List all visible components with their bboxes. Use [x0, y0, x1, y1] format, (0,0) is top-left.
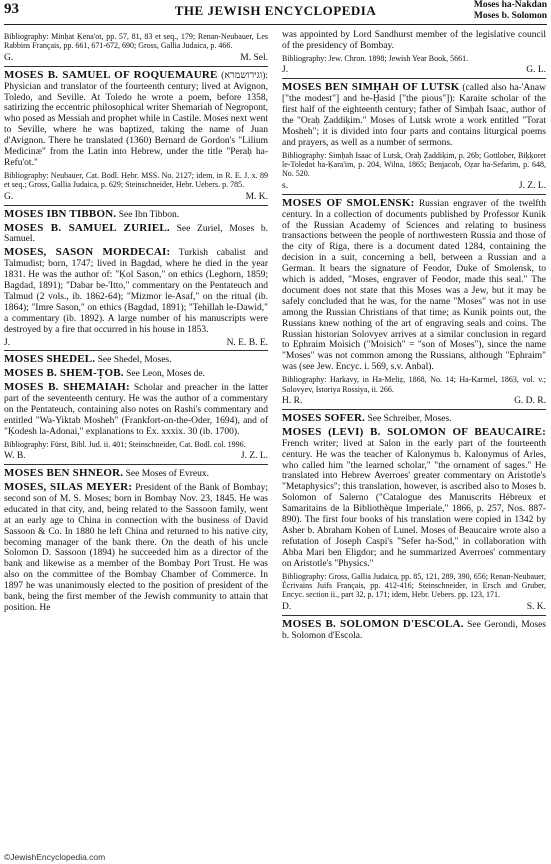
entry-text: (וגירושמרא): Physician and translator of the fourteenth century; lived at Avignon, Toledo, and Seville. At Toledo he wrote a poem, before 1358, satirizing the eccentric philosophical writer Shemariah of Negropont, who posed as Messiah and prophet while in Castile. Moses next went to Seville, where he was baptized, taking the name of Juan d'Avignon. There he translated (1360) Bernard de Gordon's "Lilium Medicinæ" from the Latin into Hebrew, under the title "Peraḥ ha-Refu'ot.": [4, 70, 269, 168]
entry-divider: [4, 350, 268, 351]
running-head-top: Moses ha-Nakdan: [473, 0, 547, 10]
entry-text: See Zuriel, Moses b. Samuel.: [4, 223, 268, 245]
entry-headword: MOSES B. SOLOMON D'ESCOLA.: [282, 617, 464, 630]
signature-initials: H. R.: [282, 396, 303, 406]
signature-initials: J.: [282, 65, 289, 76]
entry-divider: [282, 615, 546, 616]
entry-divider: [4, 205, 268, 206]
entry-headword: MOSES (LEVI) B. SOLOMON OF BEAUCAIRE:: [282, 425, 546, 438]
entry-headword: MOSES B. SHEM-ṬOB.: [4, 367, 124, 380]
signature-line: [282, 65, 546, 76]
encyclopedia-entry: [4, 209, 268, 221]
bibliography: Bibliography: Gross, Gallia Judaica, pp. 85, 121, 289, 390, 656; Renan-Neubauer, Écrivains Juifs Français, pp. 412-416; Steinschneider, in Ersch and Gruber, Encyc. section ii., part 32, p. 171; idem, Hebr. Uebers. pp. 123, 171.: [282, 571, 546, 600]
encyclopedia-entry: [282, 413, 546, 425]
signature-author: G. D. R.: [514, 396, 546, 406]
entry-text: See Moses of Evreux.: [125, 469, 209, 480]
signature-initials: s.: [282, 180, 289, 191]
signature-author: J. Z. L.: [240, 451, 268, 462]
entry-headword: MOSES SHEDEL.: [4, 353, 96, 366]
encyclopedia-entry: [282, 198, 546, 374]
encyclopedia-entry: [4, 468, 268, 480]
running-head-bottom: Moses b. Solomon: [473, 11, 547, 21]
entry-continuation: was appointed by Lord Sandhurst member of the legislative council of the presidency of Bombay.: [282, 30, 546, 51]
entry-headword: MOSES, SASON MORDECAI:: [4, 246, 171, 259]
page-number: 93: [4, 1, 19, 17]
right-column: [282, 30, 546, 644]
entry-divider: [282, 409, 546, 410]
bibliography: Bibliography: Fürst, Bibl. Jud. ii. 401; Steinschneider, Cat. Bodl. col. 1996.: [4, 439, 246, 449]
encyclopedia-entry: [282, 427, 546, 570]
encyclopedia-entry: [4, 368, 268, 380]
encyclopedia-entry: [4, 70, 268, 169]
bibliography: Bibliography: Harkavy, in Ha-Meliẓ, 1868, No. 14; Ha-Karmel, 1863, vol. v.; Solovyev, Istoriya Rossiya, ii. 266.: [282, 375, 546, 394]
encyclopedia-entry: [4, 247, 268, 335]
entry-text: Scholar and preacher in the latter part of the seventeenth century. He was the author of a commentary on the Pentateuch, containing also notes on Rashi's commentary and entitled "Wa-Yiktab Mosheh" (Frankfort-on-the-Oder, 1694), and of "Ḳodesh la-Adonai," explanations to Ex. xxxix. 30 (ib. 1700).: [4, 383, 268, 437]
running-head: [474, 0, 547, 22]
entry-text: Russian engraver of the twelfth century. In a collection of documents published by Professor Kunik of the Russian Academy of Sciences and relating to business transactions between the people of northwestern Russia and those of the city of Riga, there is a document dated 1284, containing the decision in a suit, concerning a bell, between a Russian and a German. It bears the signature of Feodor, Duke of Smolensk, to which is added, "Moses, engraver of Feodor, made this seal." The document does not state that this Moses was a Jew, but it may be safely concluded that he was, for the name "Moses" was not in use among the Russian Christians of that time; as Kunik points out, the Russians knew nothing of the art of engraving seals and coins. The Russian historian Solovyev arrives at a similar conclusion in regard to Ephraim Moisich ("Moisich" = "son of Moses"), since the name "Moses" was not common among the Russians, although "Ephraim" was (see Jew. Encyc. i. 569, s.v. Anbal).: [282, 198, 546, 373]
entry-divider: [282, 78, 546, 79]
bibliography: Bibliography: Neubauer, Cat. Bodl. Hebr. MSS. No. 2127; idem, in R. E. J. x. 89 et seq.; Gross, Gallia Judaica, p. 629; Steinschneider, Hebr. Uebers. p. 785.: [4, 170, 268, 190]
signature-initials: D.: [282, 601, 292, 612]
entry-text: See Gerondi, Moses b. Solomon d'Escola.: [282, 619, 547, 641]
entry-headword: MOSES BEN SIMḤAH OF LUTSK: [282, 81, 460, 94]
left-column: [4, 30, 268, 616]
entry-headword: MOSES OF SMOLENSK:: [282, 196, 415, 209]
signature-initials: G.: [4, 52, 14, 63]
signature-author: G. L.: [526, 65, 546, 76]
signature-author: J. Z. L.: [518, 180, 546, 191]
entry-text: See Leon, Moses de.: [126, 369, 205, 380]
entry-headword: MOSES B. SAMUEL ZURIEL.: [4, 221, 170, 234]
entry-headword: MOSES B. SHEMAIAH:: [4, 381, 130, 394]
entry-text: President of the Bank of Bombay; second son of M. S. Moses; born in Bombay Nov. 23, 1845. He was educated in that city, and, being related to the Sassoon family, went at an early age to China in connection with the business of David Sassoon & Co. In 1880 he left China and returned to his native city, becoming manager of the bank there. On the death of his uncle Solomon D. Sassoon (1894) he succeeded him as a director of the bank and likewise as a member of the Bombay Port Trust. He was also on the committee of the Bombay Chamber of Commerce. In 1897 he was unanimously elected to the position of president of the bank, being the first member of the Jewish community to attain that position. He: [4, 483, 268, 613]
footer-credit[interactable]: ©JewishEncyclopedia.com: [4, 852, 106, 862]
entry-text: See Schreiber, Moses.: [367, 413, 452, 424]
encyclopedia-entry: [282, 82, 546, 148]
entry-headword: MOSES B. SAMUEL OF ROQUEMAURE: [4, 68, 218, 81]
encyclopedia-entry: [4, 223, 268, 246]
signature-line: [4, 53, 268, 64]
signature-author: M. K.: [245, 191, 268, 202]
signature-author: M. Sel.: [240, 52, 268, 63]
entry-divider: [4, 66, 268, 67]
entry-headword: MOSES SOFER.: [282, 411, 366, 424]
signature-line: [4, 338, 268, 349]
entry-divider: [4, 464, 268, 465]
entry-text: (called also ha-'Anaw ["the modest"] and he-Ḥasid ["the pious"]): Karaite scholar of the first half of the eighteenth century; father of Simḥah Isaac, author of the "Oraḥ Ẓaddiḳim." Moses of Lutsk wrote a work entitled "Torat Mosheh"; it is divided into four parts and contains liturgical poems and prayers, as well as a number of sermons.: [282, 83, 547, 148]
entry-headword: MOSES BEN SHNEOR.: [4, 467, 124, 480]
entry-text: See Shedel, Moses.: [97, 355, 172, 366]
encyclopedia-entry: [4, 382, 268, 438]
bibliography: Bibliography: Minḥat Ḳena'ot, pp. 57, 81, 83 et seq., 179; Renan-Neubauer, Les Rabbins Français, pp. 661, 671-672, 690; Gross, Gallia Judaica, p. 466.: [4, 32, 268, 51]
signature-initials: G.: [4, 191, 14, 202]
entry-text: French writer; lived at Salon in the early part of the fourteenth century. He was the teacher of Kalonymus b. Kalonymus of Arles, who called him "the learned scholar," "the ornament of sages." He translated into Hebrew Averroes' greater commentary on Aristotle's "Metaphysics"; this translation, however, is ascribed also to Moses b. Solomon of Salerno ("Catalogue des Manuscrits Hébreux et Samaritains de la Bibliothèque Imperiale," 1866, p. 257, Nos. 887-890). The first four books of his translation were copied in 1342 by Asher b. Abraham Kohen of Lunel. Moses of Beaucaire wrote also a refutation of Joseph Caspi's "Sefer ha-Sod," in collaboration with Abba Mari ben Eligdor; and he summarized Averroes' commentary on Aristotle's "Physics.": [282, 438, 546, 569]
signature-line: [4, 451, 268, 462]
signature-line: [282, 396, 546, 407]
entry-headword: MOSES IBN TIBBON.: [4, 207, 117, 220]
encyclopedia-entry: [282, 619, 546, 642]
signature-line: [4, 192, 268, 203]
entry-headword: MOSES, SILAS MEYER:: [4, 481, 133, 494]
signature-author: S. K.: [526, 601, 546, 612]
signature-author: N. E. B. E.: [226, 337, 268, 348]
page-header: [4, 0, 547, 25]
bibliography: Bibliography: Simḥah Isaac of Lutsk, Oraḥ Ẓaddiḳim, p. 26b; Gottlober, Biḳḳoret le-Toledot ha-Ḳara'im, p. 204, Wilna, 1865; Benjacob, Oẓar ha-Sefarim, p. 648, No. 520.: [282, 150, 546, 179]
signature-initials: W. B.: [4, 451, 26, 462]
entry-text: See Ibn Tibbon.: [118, 209, 180, 220]
signature-initials: J.: [4, 337, 11, 348]
bibliography: Bibliography: Jew. Chron. 1898; Jewish Year Book, 5661.: [282, 53, 469, 63]
signature-line: [282, 181, 546, 192]
encyclopedia-entry: [4, 354, 268, 366]
signature-line: [282, 602, 546, 613]
page-title: THE JEWISH ENCYCLOPEDIA: [174, 3, 377, 18]
entry-text: Turkish cabalist and Talmudist; born, 1747; lived in Bagdad, where he died in the year 1831. He was the author of: "Ḳol Sason," on ethics (Leghorn, 1859; Bagdad, 1891); "Dabar be-'Itto," commentary on the Pentateuch and Talmud (2 vols., ib. 1862-64); "Mizmor le-Asaf," on the ritual (ib. 1864); "Imre Sason," on ethics (Bagdad, 1891); "Tehillah le-Dawid," a commentary (ib. 1892). A large number of his manuscripts were destroyed by a fire that occurred in his house in 1853.: [4, 248, 268, 335]
encyclopedia-entry: [4, 482, 268, 614]
entry-divider: [282, 194, 546, 195]
